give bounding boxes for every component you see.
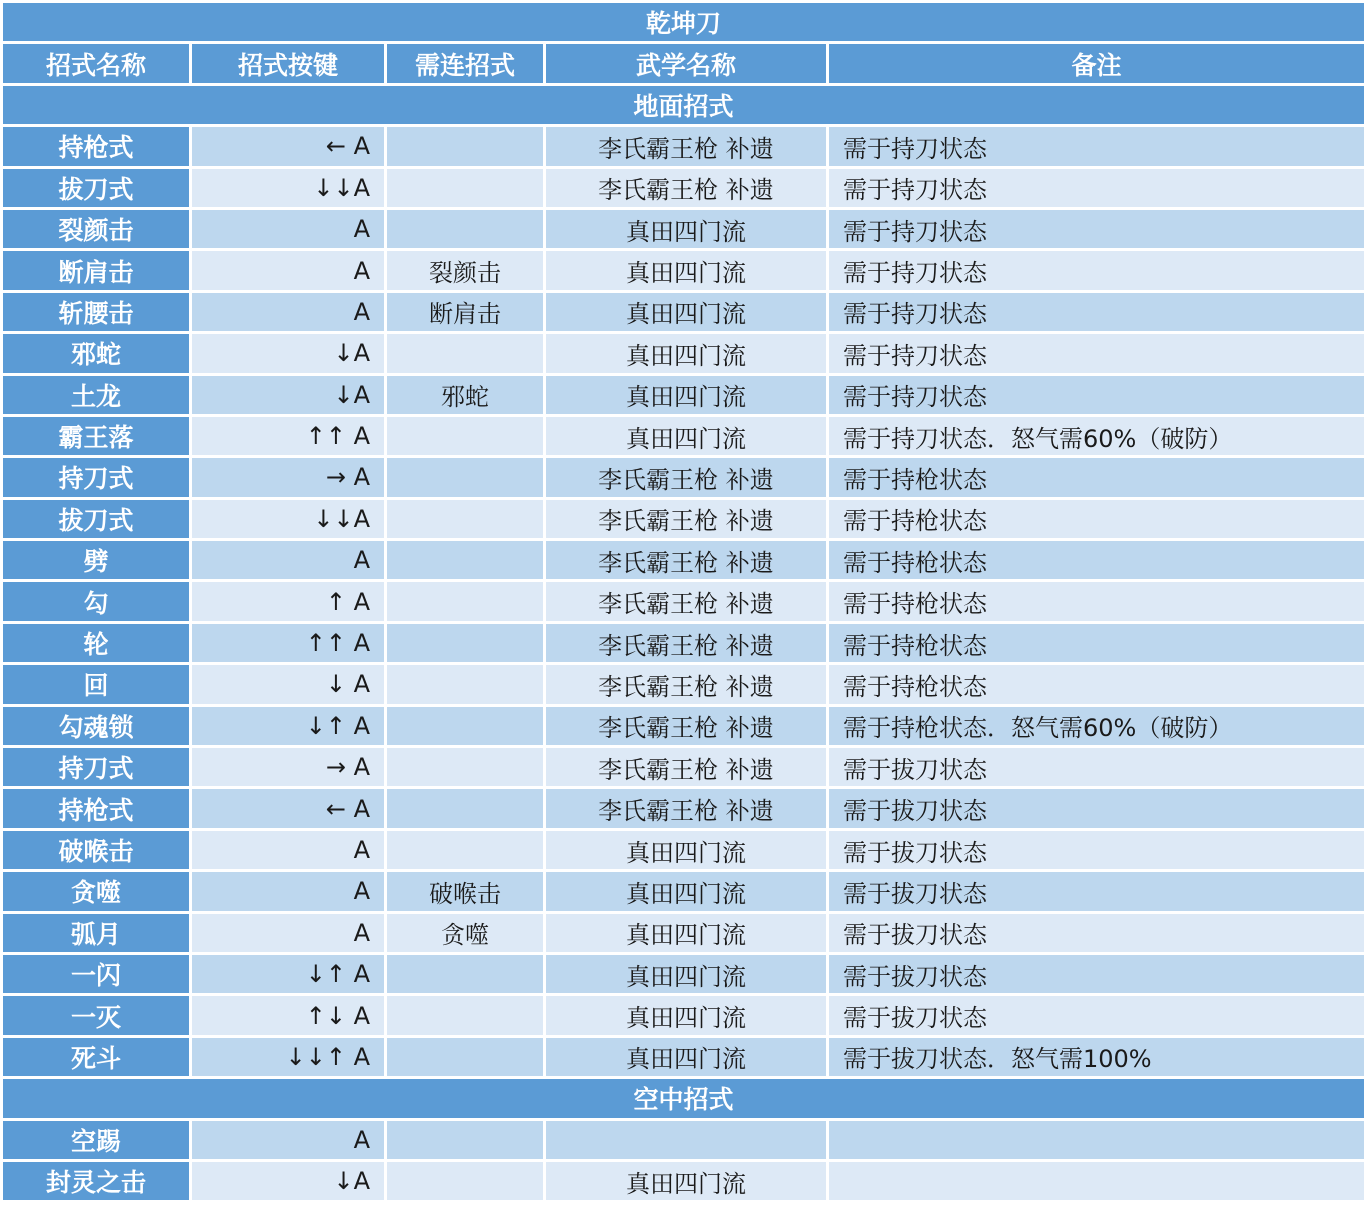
move-name-cell: 持刀式 [3, 748, 189, 786]
move-name-cell: 贪噬 [3, 872, 189, 910]
combo-cell [387, 127, 543, 165]
note-cell: 需于拔刀状态 [829, 872, 1364, 910]
combo-cell: 破喉击 [387, 872, 543, 910]
combo-cell [387, 996, 543, 1034]
note-cell: 需于持枪状态 [829, 624, 1364, 662]
school-cell: 真田四门流 [546, 1038, 826, 1076]
move-keys-cell: → A [192, 458, 384, 496]
note-cell: 需于持枪状态 [829, 582, 1364, 620]
combo-cell [387, 955, 543, 993]
moves-table-body [3, 3, 1364, 1200]
header-move-name: 招式名称 [3, 44, 189, 82]
note-cell [829, 1121, 1364, 1159]
note-cell: 需于持刀状态．怒气需60%（破防） [829, 417, 1364, 455]
combo-cell [387, 1038, 543, 1076]
move-name-cell: 持枪式 [3, 789, 189, 827]
move-keys-cell: ↓↓A [192, 500, 384, 538]
move-keys-cell: A [192, 541, 384, 579]
combo-cell [387, 1121, 543, 1159]
note-cell: 需于拔刀状态 [829, 914, 1364, 952]
table-row [3, 914, 1364, 952]
move-name-cell: 拔刀式 [3, 500, 189, 538]
school-cell: 李氏霸王枪 补遗 [546, 624, 826, 662]
move-name-cell: 持刀式 [3, 458, 189, 496]
header-note: 备注 [829, 44, 1364, 82]
note-cell: 需于持枪状态 [829, 541, 1364, 579]
note-cell [829, 1162, 1364, 1200]
move-name-cell: 拔刀式 [3, 169, 189, 207]
table-row [3, 334, 1364, 372]
move-keys-cell: ↓↓A [192, 169, 384, 207]
table-row [3, 417, 1364, 455]
move-name-cell: 死斗 [3, 1038, 189, 1076]
note-cell: 需于持枪状态 [829, 500, 1364, 538]
move-name-cell: 霸王落 [3, 417, 189, 455]
move-name-cell: 弧月 [3, 914, 189, 952]
move-keys-cell: ← A [192, 127, 384, 165]
school-cell: 李氏霸王枪 补遗 [546, 500, 826, 538]
table-row [3, 210, 1364, 248]
school-cell: 李氏霸王枪 补遗 [546, 582, 826, 620]
move-name-cell: 勾魂锁 [3, 707, 189, 745]
move-keys-cell: A [192, 831, 384, 869]
combo-cell [387, 831, 543, 869]
table-row [3, 127, 1364, 165]
move-keys-cell: A [192, 251, 384, 289]
move-keys-cell: ↑↑ A [192, 417, 384, 455]
school-cell: 真田四门流 [546, 376, 826, 414]
table-row [3, 293, 1364, 331]
table-row [3, 665, 1364, 703]
table-row [3, 1121, 1364, 1159]
combo-cell [387, 210, 543, 248]
school-cell: 真田四门流 [546, 831, 826, 869]
note-cell: 需于持刀状态 [829, 127, 1364, 165]
note-cell: 需于持刀状态 [829, 376, 1364, 414]
school-cell: 真田四门流 [546, 872, 826, 910]
combo-cell [387, 789, 543, 827]
move-name-cell: 邪蛇 [3, 334, 189, 372]
move-name-cell: 轮 [3, 624, 189, 662]
note-cell: 需于持刀状态 [829, 210, 1364, 248]
move-name-cell: 回 [3, 665, 189, 703]
move-keys-cell: ↓A [192, 376, 384, 414]
table-row [3, 1038, 1364, 1076]
move-name-cell: 土龙 [3, 376, 189, 414]
title-row [3, 3, 1364, 41]
combo-cell [387, 500, 543, 538]
combo-cell [387, 748, 543, 786]
move-keys-cell: ↓↑ A [192, 707, 384, 745]
table-row [3, 169, 1364, 207]
move-name-cell: 一闪 [3, 955, 189, 993]
section-row [3, 86, 1364, 124]
combo-cell [387, 665, 543, 703]
note-cell: 需于拔刀状态 [829, 748, 1364, 786]
move-name-cell: 断肩击 [3, 251, 189, 289]
note-cell: 需于持刀状态 [829, 334, 1364, 372]
combo-cell: 贪噬 [387, 914, 543, 952]
school-cell: 李氏霸王枪 补遗 [546, 458, 826, 496]
move-keys-cell: ↑ A [192, 582, 384, 620]
note-cell: 需于拔刀状态．怒气需100% [829, 1038, 1364, 1076]
header-school: 武学名称 [546, 44, 826, 82]
move-name-cell: 斩腰击 [3, 293, 189, 331]
school-cell: 李氏霸王枪 补遗 [546, 665, 826, 703]
move-name-cell: 持枪式 [3, 127, 189, 165]
school-cell: 李氏霸王枪 补遗 [546, 541, 826, 579]
move-keys-cell: ↑↑ A [192, 624, 384, 662]
move-name-cell: 空踢 [3, 1121, 189, 1159]
combo-cell [387, 707, 543, 745]
school-cell: 真田四门流 [546, 251, 826, 289]
school-cell: 真田四门流 [546, 955, 826, 993]
combo-cell [387, 334, 543, 372]
header-move-keys: 招式按键 [192, 44, 384, 82]
note-cell: 需于持枪状态 [829, 458, 1364, 496]
note-cell: 需于拔刀状态 [829, 955, 1364, 993]
move-name-cell: 劈 [3, 541, 189, 579]
table-row [3, 872, 1364, 910]
combo-cell [387, 417, 543, 455]
table-row [3, 251, 1364, 289]
table-title: 乾坤刀 [3, 3, 1364, 41]
school-cell: 真田四门流 [546, 334, 826, 372]
school-cell: 李氏霸王枪 补遗 [546, 748, 826, 786]
combo-cell: 邪蛇 [387, 376, 543, 414]
note-cell: 需于拔刀状态 [829, 831, 1364, 869]
note-cell: 需于持刀状态 [829, 293, 1364, 331]
table-row [3, 500, 1364, 538]
move-name-cell: 一灭 [3, 996, 189, 1034]
combo-cell [387, 541, 543, 579]
school-cell: 李氏霸王枪 补遗 [546, 127, 826, 165]
header-combo: 需连招式 [387, 44, 543, 82]
move-keys-cell: ↑↓ A [192, 996, 384, 1034]
school-cell: 李氏霸王枪 补遗 [546, 707, 826, 745]
combo-cell [387, 458, 543, 496]
note-cell: 需于拔刀状态 [829, 789, 1364, 827]
combo-cell [387, 1162, 543, 1200]
section-title: 地面招式 [3, 86, 1364, 124]
table-row [3, 748, 1364, 786]
note-cell: 需于持刀状态 [829, 251, 1364, 289]
school-cell: 真田四门流 [546, 293, 826, 331]
school-cell: 真田四门流 [546, 1162, 826, 1200]
note-cell: 需于持枪状态．怒气需60%（破防） [829, 707, 1364, 745]
section-title: 空中招式 [3, 1079, 1364, 1117]
table-row [3, 624, 1364, 662]
school-cell: 李氏霸王枪 补遗 [546, 169, 826, 207]
table-row [3, 376, 1364, 414]
combo-cell [387, 169, 543, 207]
combo-cell [387, 624, 543, 662]
combo-cell: 断肩击 [387, 293, 543, 331]
section-row [3, 1079, 1364, 1117]
note-cell: 需于拔刀状态 [829, 996, 1364, 1034]
table-row [3, 458, 1364, 496]
school-cell: 真田四门流 [546, 210, 826, 248]
school-cell: 真田四门流 [546, 417, 826, 455]
move-keys-cell: A [192, 293, 384, 331]
table-row [3, 831, 1364, 869]
school-cell [546, 1121, 826, 1159]
move-name-cell: 裂颜击 [3, 210, 189, 248]
move-keys-cell: ↓↓↑ A [192, 1038, 384, 1076]
move-keys-cell: A [192, 210, 384, 248]
table-row [3, 541, 1364, 579]
header-row [3, 44, 1364, 82]
note-cell: 需于持刀状态 [829, 169, 1364, 207]
move-keys-cell: A [192, 872, 384, 910]
move-keys-cell: ↓A [192, 1162, 384, 1200]
table-row [3, 996, 1364, 1034]
table-row [3, 582, 1364, 620]
combo-cell [387, 582, 543, 620]
move-keys-cell: A [192, 1121, 384, 1159]
table-row [3, 707, 1364, 745]
table-row [3, 789, 1364, 827]
move-keys-cell: ← A [192, 789, 384, 827]
move-keys-cell: → A [192, 748, 384, 786]
note-cell: 需于持枪状态 [829, 665, 1364, 703]
move-keys-cell: ↓ A [192, 665, 384, 703]
move-name-cell: 封灵之击 [3, 1162, 189, 1200]
move-name-cell: 勾 [3, 582, 189, 620]
combo-cell: 裂颜击 [387, 251, 543, 289]
move-keys-cell: ↓↑ A [192, 955, 384, 993]
move-keys-cell: ↓A [192, 334, 384, 372]
move-keys-cell: A [192, 914, 384, 952]
school-cell: 李氏霸王枪 补遗 [546, 789, 826, 827]
table-row [3, 955, 1364, 993]
move-name-cell: 破喉击 [3, 831, 189, 869]
school-cell: 真田四门流 [546, 996, 826, 1034]
school-cell: 真田四门流 [546, 914, 826, 952]
table-row [3, 1162, 1364, 1200]
